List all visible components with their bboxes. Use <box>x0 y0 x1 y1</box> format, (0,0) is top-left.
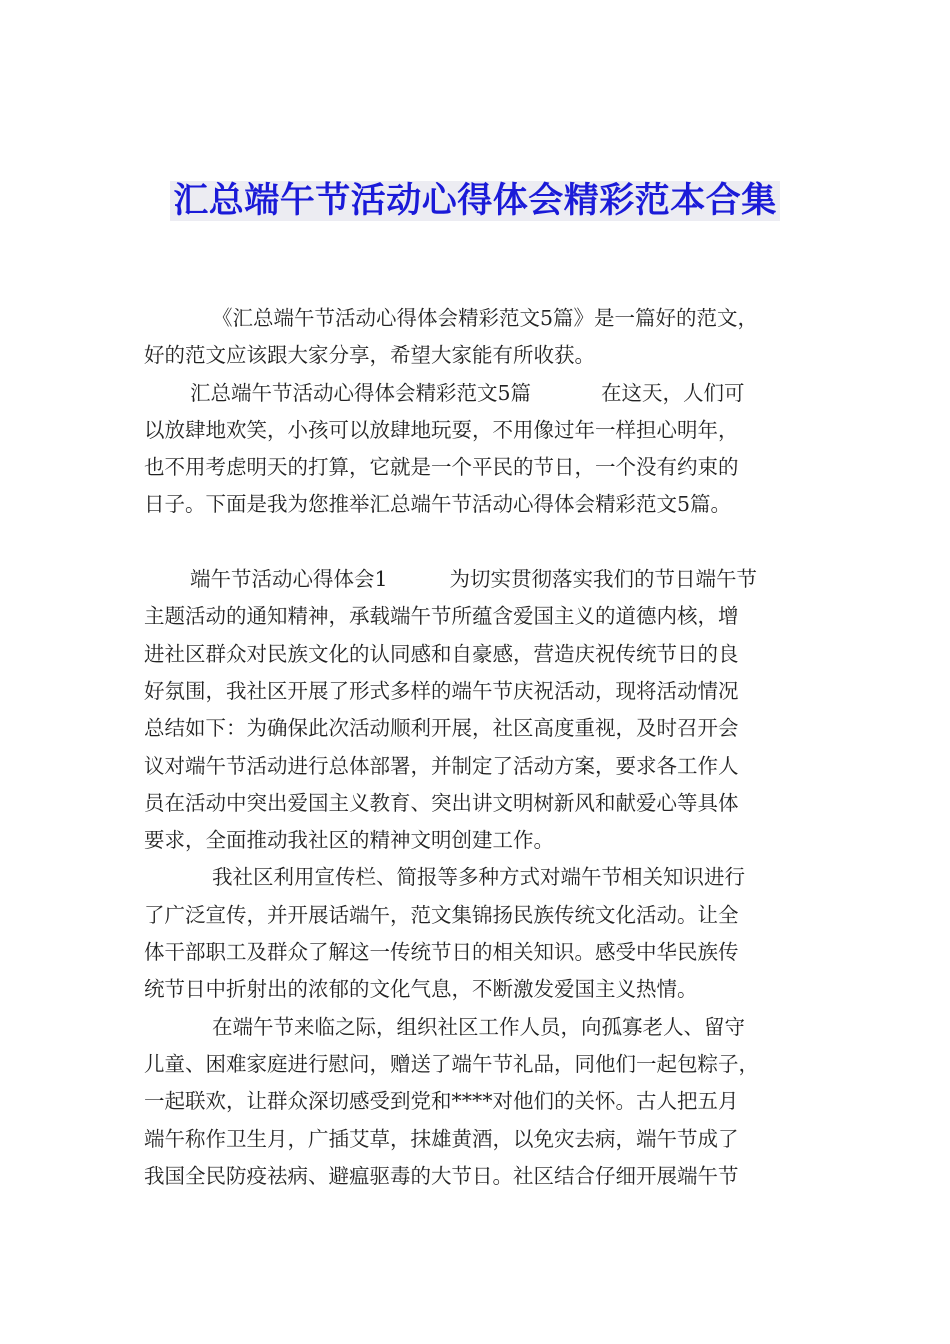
paragraph-line: 议对端午节活动进行总体部署，并制定了活动方案，要求各工作人 <box>144 753 739 778</box>
paragraph-line: 好氛围，我社区开展了形式多样的端午节庆祝活动，现将活动情况 <box>144 678 739 703</box>
paragraph-line <box>144 375 808 412</box>
paragraph-line: 总结如下：为确保此次活动顺利开展，社区高度重视，及时召开会 <box>144 716 739 741</box>
paragraph-line: 日子。下面是我为您推举汇总端午节活动心得体会精彩范文5篇。 <box>144 492 732 517</box>
paragraph-line: 主题活动的通知精神，承载端午节所蕴含爱国主义的道德内核，增 <box>144 604 739 629</box>
document-title <box>0 172 950 230</box>
paragraph-line: 《汇总端午节活动心得体会精彩范文5篇》是一篇好的范文， <box>212 306 759 330</box>
paragraph-line: 以放肆地欢笑，小孩可以放肆地玩耍，不用像过年一样担心明年， <box>144 417 739 442</box>
paragraph-line: 我社区利用宣传栏、简报等多种方式对端午节相关知识进行 <box>212 865 745 890</box>
section-heading: 端午节活动心得体会1 <box>190 567 388 592</box>
inline-heading: 汇总端午节活动心得体会精彩范文5篇 <box>190 380 532 405</box>
paragraph-line: 一起联欢，让群众深切感受到党和****对他们的关怀。古人把五月 <box>144 1089 739 1114</box>
document-body <box>144 300 808 1195</box>
paragraph-line: 统节日中折射出的浓郁的文化气息，不断激发爱国主义热情。 <box>144 977 698 1002</box>
paragraph-line: 也不用考虑明天的打算，它就是一个平民的节日，一个没有约束的 <box>144 455 739 480</box>
paragraph-line: 员在活动中突出爱国主义教育、突出讲文明树新风和献爱心等具体 <box>144 790 739 815</box>
paragraph-line: 进社区群众对民族文化的认同感和自豪感，营造庆祝传统节日的良 <box>144 641 739 666</box>
paragraph-line: 在端午节来临之际，组织社区工作人员，向孤寡老人、留守 <box>212 1014 745 1039</box>
paragraph-line: 儿童、困难家庭进行慰问，赠送了端午节礼品，同他们一起包粽子， <box>144 1051 759 1076</box>
paragraph-line: 端午称作卫生月，广插艾草，抹雄黄酒，以免灾去病，端午节成了 <box>144 1126 739 1151</box>
inline-text: 在这天，人们可 <box>601 380 745 405</box>
paragraph-line: 要求，全面推动我社区的精神文明创建工作。 <box>144 828 554 853</box>
paragraph-line: 体干部职工及群众了解这一传统节日的相关知识。感受中华民族传 <box>144 940 739 965</box>
paragraph-line: 好的范文应该跟大家分享，希望大家能有所收获。 <box>144 343 595 368</box>
title-text: 汇总端午节活动心得体会精彩范本合集 <box>170 181 780 221</box>
paragraph-line <box>144 561 808 598</box>
paragraph-line: 了广泛宣传，并开展话端午，范文集锦扬民族传统文化活动。让全 <box>144 902 739 927</box>
inline-text: 为切实贯彻落实我们的节日端午节 <box>449 567 758 592</box>
blank-line <box>144 524 808 561</box>
paragraph-line: 我国全民防疫祛病、避瘟驱毒的大节日。社区结合仔细开展端午节 <box>144 1163 739 1188</box>
